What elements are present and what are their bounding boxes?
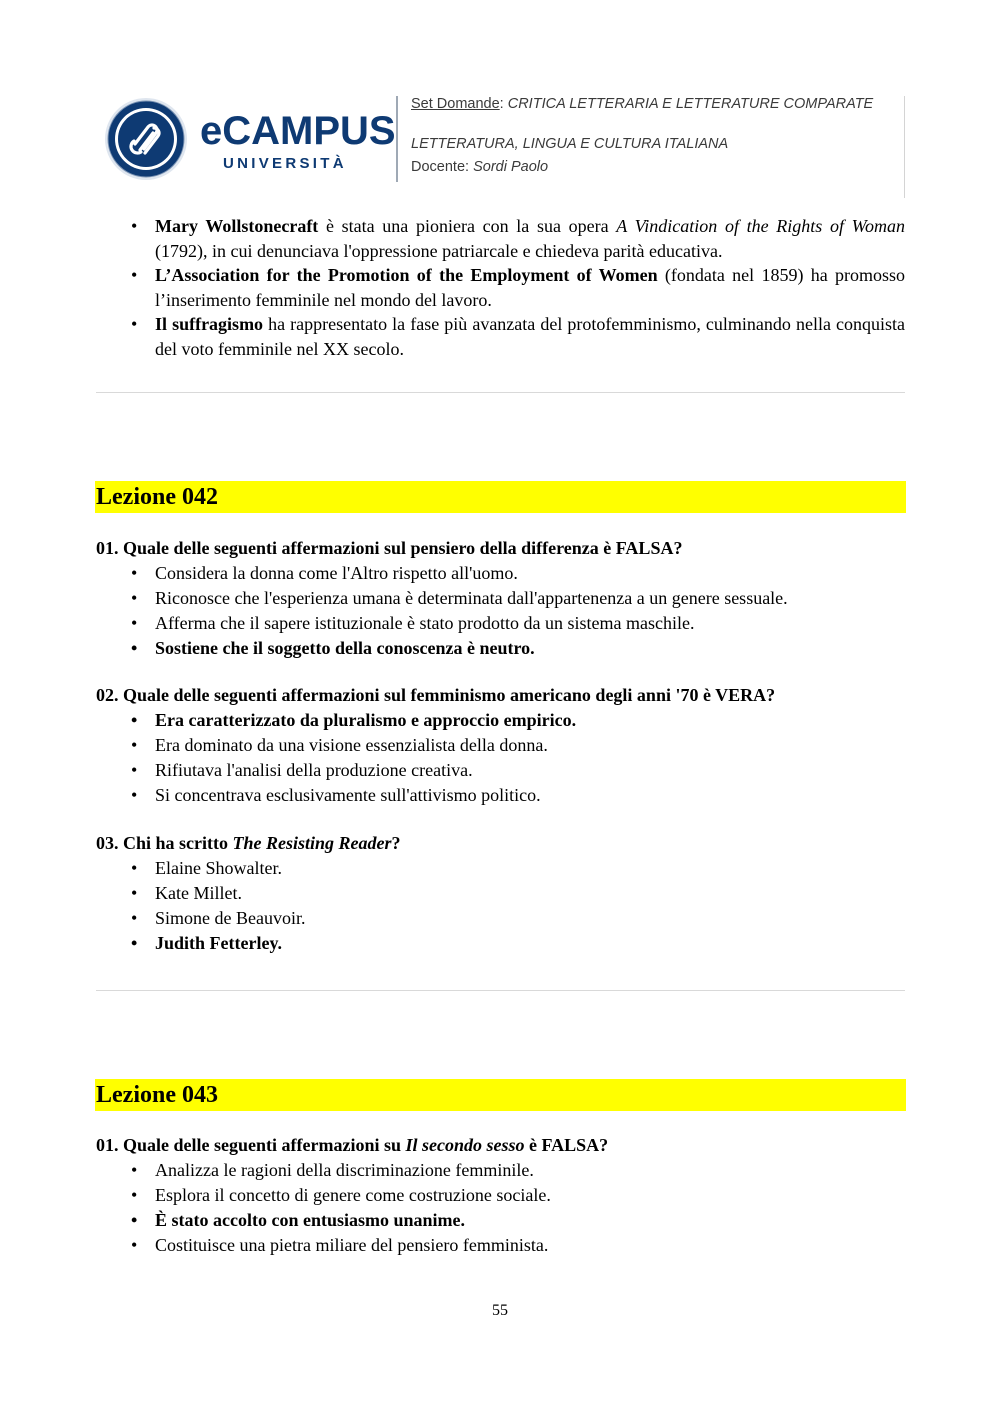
answer-option: • Era dominato da una visione essenzialista della donna.: [96, 733, 905, 758]
list-item: [96, 312, 905, 361]
answer-option: • Si concentrava esclusivamente sull'attivismo politico.: [96, 783, 905, 808]
bullet-text: ha rappresentato la fase più avanzata del protofemminismo, culminando nella conquista del voto femminile nel XX secolo.: [155, 314, 905, 359]
answer-option: • Elaine Showalter.: [96, 856, 905, 881]
bullet-bold: L’Association for the Promotion of the Employment of Women: [155, 265, 658, 285]
question-text: [96, 831, 905, 856]
question-text: 02. Quale delle seguenti affermazioni sul femminismo americano degli anni '70 è VERA?: [96, 685, 776, 705]
bullet-bold: Mary Wollstonecraft: [155, 216, 319, 236]
question-text-part: 01. Quale delle seguenti affermazioni su: [96, 1135, 406, 1155]
answer-option: • Rifiutava l'analisi della produzione creativa.: [96, 758, 905, 783]
header-teacher-line: [411, 159, 548, 176]
bullet-text: è stata una pioniera con la sua opera: [318, 216, 617, 236]
question-text-part: ?: [391, 833, 401, 853]
teacher-value: Sordi Paolo: [473, 159, 549, 175]
lesson-title: Lezione 042: [96, 484, 218, 510]
question-block: [96, 683, 905, 808]
brand-e: e: [200, 109, 223, 153]
answer-option-correct: • Era caratterizzato da pluralismo e approccio empirico.: [96, 708, 905, 733]
teacher-label: Docente:: [411, 159, 470, 175]
header-separator: [396, 96, 398, 182]
answer-option: • Afferma che il sapere istituzionale è stato prodotto da un sistema maschile.: [96, 611, 905, 636]
set-value: CRITICA LETTERARIA E LETTERATURE COMPARATE: [507, 96, 874, 112]
answer-option-correct: • Sostiene che il soggetto della conoscenza è neutro.: [96, 636, 905, 661]
answer-option: • Analizza le ragioni della discriminazione femminile.: [96, 1158, 905, 1183]
answer-option-correct: • Judith Fetterley.: [96, 931, 905, 956]
bullet-text: (fondata nel 1859) ha promosso l’inserimento femminile nel mondo del lavoro.: [155, 265, 906, 310]
lesson-heading: [95, 481, 906, 513]
lesson-title: Lezione 043: [96, 1082, 218, 1108]
lesson-heading: [95, 1079, 906, 1111]
section-divider: [96, 392, 905, 393]
header-right-border: [904, 96, 905, 198]
list-item: [96, 214, 905, 263]
brand-subtitle: UNIVERSITÀ: [223, 155, 347, 172]
page-number: 55: [492, 1302, 508, 1319]
header-set-line: [411, 96, 873, 113]
question-block: [96, 536, 905, 661]
answer-option: • Kate Millet.: [96, 881, 905, 906]
question-text: 01. Quale delle seguenti affermazioni sul pensiero della differenza è FALSA?: [96, 538, 683, 558]
question-block: [96, 1133, 905, 1258]
list-item: [96, 263, 905, 312]
question-text-part: è FALSA?: [524, 1135, 609, 1155]
ecampus-seal-icon: [104, 97, 188, 181]
intro-bullets: [96, 214, 905, 361]
answer-option: • Simone de Beauvoir.: [96, 906, 905, 931]
bullet-bold: Il suffragismo: [155, 314, 264, 334]
question-title-italic: The Resisting Reader: [232, 833, 392, 853]
answer-option: • Considera la donna come l'Altro rispetto all'uomo.: [96, 561, 905, 586]
question-text-part: 03. Chi ha scritto: [96, 833, 233, 853]
brand-rest: CAMPUS: [222, 109, 396, 153]
answer-option: • Costituisce una pietra miliare del pensiero femminista.: [96, 1233, 905, 1258]
set-separator: :: [499, 96, 504, 112]
bullet-italic: A Vindication of the Rights of Woman: [616, 216, 905, 236]
answer-option-correct: • È stato accolto con entusiasmo unanime.: [96, 1208, 905, 1233]
answer-option: • Esplora il concetto di genere come costruzione sociale.: [96, 1183, 905, 1208]
brand-name: [200, 111, 396, 151]
answer-option: • Riconosce che l'esperienza umana è determinata dall'appartenenza a un genere sessuale.: [96, 586, 905, 611]
section-divider: [96, 990, 905, 991]
bullet-text: (1792), in cui denunciava l'oppressione patriarcale e chiedeva parità educativa.: [155, 240, 723, 261]
set-label: Set Domande: [411, 96, 500, 112]
ecampus-logo: [104, 97, 396, 181]
question-text: [96, 1133, 905, 1158]
header-course: LETTERATURA, LINGUA E CULTURA ITALIANA: [411, 136, 729, 152]
question-title-italic: Il secondo sesso: [405, 1135, 525, 1155]
question-block: [96, 831, 905, 956]
